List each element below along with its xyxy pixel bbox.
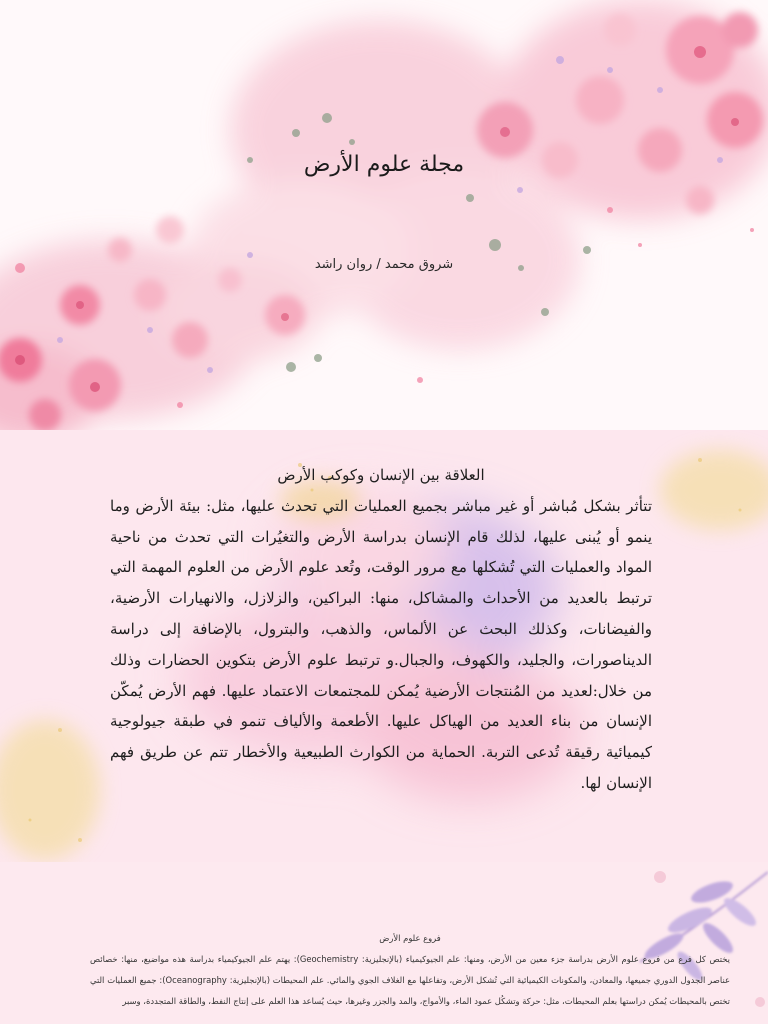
watercolor-flowers-decoration: [0, 0, 768, 430]
article-heading: العلاقة بين الإنسان وكوكب الأرض: [277, 466, 485, 484]
cover-authors: شروق محمد / روان راشد: [314, 257, 454, 272]
article-page: [0, 430, 768, 862]
branches-body-text: [90, 928, 730, 1012]
cover-title: مجلة علوم الأرض: [303, 152, 465, 177]
article-paragraph: تتأثر بشكل مُباشر أو غير مباشر بجميع العمليات التي تحدث عليها، مثل: بيئة الأرض وما ينمو أو يُبنى عليها، لذلك قام الإنسان بدراسة الأرض والتغيُرات التي تحدث من ناحية المواد والعمليات التي تُشكلها مع مرور الوقت، وتُعد علوم الأرض من العلوم المهمة التي ترتبط بالعديد من الأحداث والمشاكل، منها: البراكين، والزلازل، والانهيارات الأرضية، والفيضانات، وكذلك البحث عن الألماس، والذهب، والبترول، بالإضافة إلى دراسة الديناصورات، والجليد، والكهوف، والجبال.و ترتبط علوم الأرض بتكوين الحضارات وذلك من خلال:لعديد من المُنتجات الأرضية يُمكن للمجتمعات الاعتماد عليها. فهم الأرض يُمكّن الإنسان من بناء العديد من الهياكل عليها. الأطعمة والألياف تنمو في طبقة جيولوجية كيميائية رقيقة تُدعى التربة. الحماية من الكوارث الطبيعية والأخطار تتم عن طريق فهم الإنسان لها.: [110, 496, 652, 792]
branches-page: [0, 862, 768, 1024]
article-body-text: [110, 460, 652, 799]
cover-page: [0, 0, 768, 430]
branches-paragraph: يختص كل فرع من فروع علوم الأرض بدراسة جزء معين من الأرض، ومنها: علم الجيوكيمياء (بالإنجليزية: Geochemistry): يهتم علم الجيوكيمياء بدراسة هذه مواضيع، منها: خصائص عناصر الجدول الدوري جميعها، والمعادن، والمكونات الكيميائية التي تُشكل الأرض، وتفاعلها مع الغلاف الجوي والمائي. علم المحيطات (بالإنجليزية: Oceanography): جميع العمليات التي تختص بالمحيطات يُمكن دراستها بعلم المحيطات، مثل: حركة وتشكُل عمود الماء، والأمواج، والمد والجزر وغيرها، حيث يُساعد هذا العلم على إنتاج النفط، والطاقة المتجددة، وسبر: [90, 954, 730, 1006]
branches-heading: فروع علوم الأرض: [379, 933, 441, 943]
